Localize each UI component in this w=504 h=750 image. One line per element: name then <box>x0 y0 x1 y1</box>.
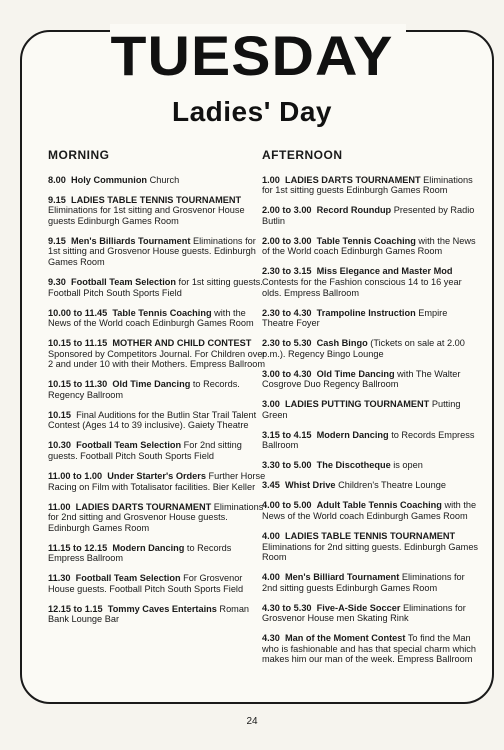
schedule-entry <box>262 572 480 593</box>
entry-detail: Eliminations for 1st sitting and Grosvenor House guests. Edinburgh Games Room <box>48 235 256 267</box>
entry-time: 3.45 <box>262 480 280 491</box>
entry-time: 2.00 to 3.00 <box>262 205 312 216</box>
entry-detail: Putting Green <box>262 399 461 420</box>
page-title: TUESDAY <box>110 24 394 87</box>
entry-detail: Roman Bank Lounge Bar <box>48 603 250 625</box>
entry-time: 11.15 to 12.15 <box>48 542 108 553</box>
entry-time: 1.00 <box>262 174 280 185</box>
entry-time: 4.00 <box>262 530 280 541</box>
entry-event: Man of the Moment Contest <box>285 633 406 644</box>
entry-detail: to Records. Regency Ballroom <box>48 379 240 400</box>
entry-time: 3.00 <box>262 399 280 410</box>
entry-event: Tommy Caves Entertains <box>107 603 217 614</box>
schedule-entry <box>48 175 268 186</box>
schedule-entry <box>48 410 268 431</box>
afternoon-heading: AFTERNOON <box>262 148 343 162</box>
schedule-entry <box>48 573 268 594</box>
entry-detail: Church <box>147 174 180 185</box>
entry-event: Cash Bingo <box>316 338 368 349</box>
entry-time: 11.30 <box>48 573 71 584</box>
entry-time: 3.00 to 4.30 <box>262 368 312 379</box>
schedule-entry <box>262 633 480 665</box>
entry-time: 2.30 to 5.30 <box>262 338 312 349</box>
schedule-entry <box>262 500 480 521</box>
schedule-entry <box>48 308 268 329</box>
entry-event: Under Starter's Orders <box>107 470 206 481</box>
entry-time: 4.00 to 5.00 <box>262 500 312 511</box>
entry-time: 10.15 to 11.15 <box>48 338 108 349</box>
entry-detail: Eliminations for 2nd sitting guests Edinburgh Games Room <box>262 572 465 593</box>
page-number: 24 <box>246 716 258 727</box>
entry-event: Adult Table Tennis Coaching <box>316 500 442 511</box>
page-subtitle: Ladies' Day <box>171 96 332 127</box>
entry-event: Men's Billiards Tournament <box>71 235 191 246</box>
entry-event: Table Tennis Coaching <box>112 307 212 318</box>
entry-time: 4.00 <box>262 572 280 583</box>
entry-detail: with the News of the World coach Edinburgh Games Room <box>48 307 254 329</box>
entry-time: 2.00 to 3.00 <box>262 235 312 246</box>
entry-detail: Further Horse Racing on Film with Totalisator facilities. Bier Keller <box>48 470 266 492</box>
afternoon-list <box>262 175 480 665</box>
entry-detail: is open <box>390 460 423 471</box>
entry-detail: Final Auditions for the Butlin Star Trail Talent Contest (Ages 14 to 39 inclusive). Gaiety Theatre <box>48 409 257 431</box>
entry-detail: Eliminations for 1st sitting and Grosvenor House guests Edinburgh Games Room <box>48 205 245 226</box>
entry-detail: Children's Theatre Lounge <box>335 480 446 491</box>
schedule-entry <box>262 338 480 359</box>
entry-time: 10.15 to 11.30 <box>48 379 108 390</box>
schedule-entry <box>262 236 480 257</box>
entry-detail: For 2nd sitting guests. Football Pitch South Sports Field <box>48 440 242 461</box>
entry-detail: To find the Man who is fashionable and has that special charm which makes him our man of the week. Empress Ballroom <box>262 633 476 665</box>
schedule-entry <box>48 236 268 268</box>
entry-time: 10.00 to 11.45 <box>48 307 108 318</box>
entry-time: 9.15 <box>48 235 66 246</box>
schedule-entry <box>48 543 268 564</box>
entry-event: Old Time Dancing <box>316 368 395 379</box>
entry-event: Football Team Selection <box>76 440 182 451</box>
schedule-entry <box>262 430 480 451</box>
schedule-entry <box>262 266 480 298</box>
entry-time: 10.30 <box>48 440 71 451</box>
afternoon-column <box>262 150 480 674</box>
entry-event: LADIES PUTTING TOURNAMENT <box>285 399 430 410</box>
schedule-entry <box>262 480 480 491</box>
schedule-entry <box>48 195 268 227</box>
schedule-entry <box>262 369 480 390</box>
schedule-entry <box>48 604 268 625</box>
entry-event: LADIES TABLE TENNIS TOURNAMENT <box>71 194 242 205</box>
entry-event: LADIES DARTS TOURNAMENT <box>75 501 212 512</box>
schedule-entry <box>262 460 480 471</box>
entry-event: MOTHER AND CHILD CONTEST <box>112 338 252 349</box>
entry-event: Modern Dancing <box>112 542 185 553</box>
entry-time: 10.15 <box>48 409 71 420</box>
schedule-entry <box>262 205 480 226</box>
entry-detail: Eliminations for Grosvenor House men Skating Rink <box>262 602 466 624</box>
entry-detail: with the News of the World coach Edinburgh Games Room <box>262 235 476 257</box>
schedule-entry <box>48 379 268 400</box>
entry-detail: with The Walter Cosgrove Duo Regency Ballroom <box>262 368 461 390</box>
entry-time: 11.00 <box>48 501 71 512</box>
entry-event: Five-A-Side Soccer <box>316 602 401 613</box>
entry-detail: Empire Theatre Foyer <box>262 307 448 329</box>
entry-event: Football Team Selection <box>75 573 181 584</box>
entry-time: 3.15 to 4.15 <box>262 429 312 440</box>
schedule-entry <box>48 338 268 370</box>
schedule-entry <box>48 471 268 492</box>
entry-time: 2.30 to 3.15 <box>262 266 312 277</box>
entry-event: Whist Drive <box>285 480 336 491</box>
entry-detail: Eliminations for 1st sitting guests Edinburgh Games Room <box>262 174 473 196</box>
entry-detail: to Records Empress Ballroom <box>262 429 475 451</box>
entry-event: Modern Dancing <box>316 429 389 440</box>
entry-time: 11.00 to 1.00 <box>48 470 103 481</box>
entry-event: Holy Communion <box>71 174 148 185</box>
entry-event: Old Time Dancing <box>112 379 191 390</box>
entry-event: Football Team Selection <box>71 276 176 287</box>
schedule-entry <box>262 399 480 420</box>
entry-time: 3.30 to 5.00 <box>262 460 312 471</box>
schedule-entry <box>262 603 480 624</box>
entry-event: Miss Elegance and Master Mod <box>316 266 453 277</box>
entry-detail: with the News of the World coach Edinburgh Games Room <box>262 500 477 521</box>
entry-event: Table Tennis Coaching <box>316 235 416 246</box>
entry-time: 2.30 to 4.30 <box>262 307 312 318</box>
schedule-entry <box>262 308 480 329</box>
schedule-entry <box>262 175 480 196</box>
entry-time: 8.00 <box>48 174 66 185</box>
morning-column <box>48 150 268 634</box>
entry-event: The Discotheque <box>316 460 391 471</box>
entry-detail: for 1st sitting guests. Football Pitch South Sports Field <box>48 276 263 298</box>
entry-detail: (Tickets on sale at 2.00 p.m.). Regency Bingo Lounge <box>262 338 465 359</box>
entry-event: LADIES TABLE TENNIS TOURNAMENT <box>285 530 456 541</box>
schedule-entry <box>262 531 480 563</box>
entry-time: 4.30 <box>262 633 280 644</box>
entry-event: Trampoline Instruction <box>316 307 416 318</box>
entry-detail: Contests for the Fashion conscious 14 to 16 year olds. Empress Ballroom <box>262 276 462 298</box>
morning-list <box>48 175 268 625</box>
entry-detail: to Records Empress Ballroom <box>48 542 232 564</box>
entry-time: 9.15 <box>48 194 66 205</box>
entry-event: Record Roundup <box>316 205 392 216</box>
entry-detail: Eliminations for 2nd sitting and Grosvenor House guests. Edinburgh Games Room <box>48 501 264 533</box>
schedule-entry <box>48 502 268 534</box>
entry-detail: Sponsored by Competitors Journal. For Children over 2 and under 10 with their Mothers. Empress Ballroom <box>48 348 266 370</box>
schedule-entry <box>48 277 268 298</box>
entry-time: 4.30 to 5.30 <box>262 602 312 613</box>
entry-detail: For Grosvenor House guests. Football Pitch South Sports Field <box>48 573 244 594</box>
entry-time: 9.30 <box>48 276 66 287</box>
morning-heading: MORNING <box>48 148 110 162</box>
entry-detail: Eliminations for 2nd sitting guests. Edinburgh Games Room <box>262 541 479 563</box>
entry-event: Men's Billiard Tournament <box>285 572 400 583</box>
entry-detail: Presented by Radio Butlin <box>262 205 475 226</box>
entry-event: LADIES DARTS TOURNAMENT <box>285 174 421 185</box>
schedule-entry <box>48 440 268 461</box>
entry-time: 12.15 to 1.15 <box>48 603 103 614</box>
